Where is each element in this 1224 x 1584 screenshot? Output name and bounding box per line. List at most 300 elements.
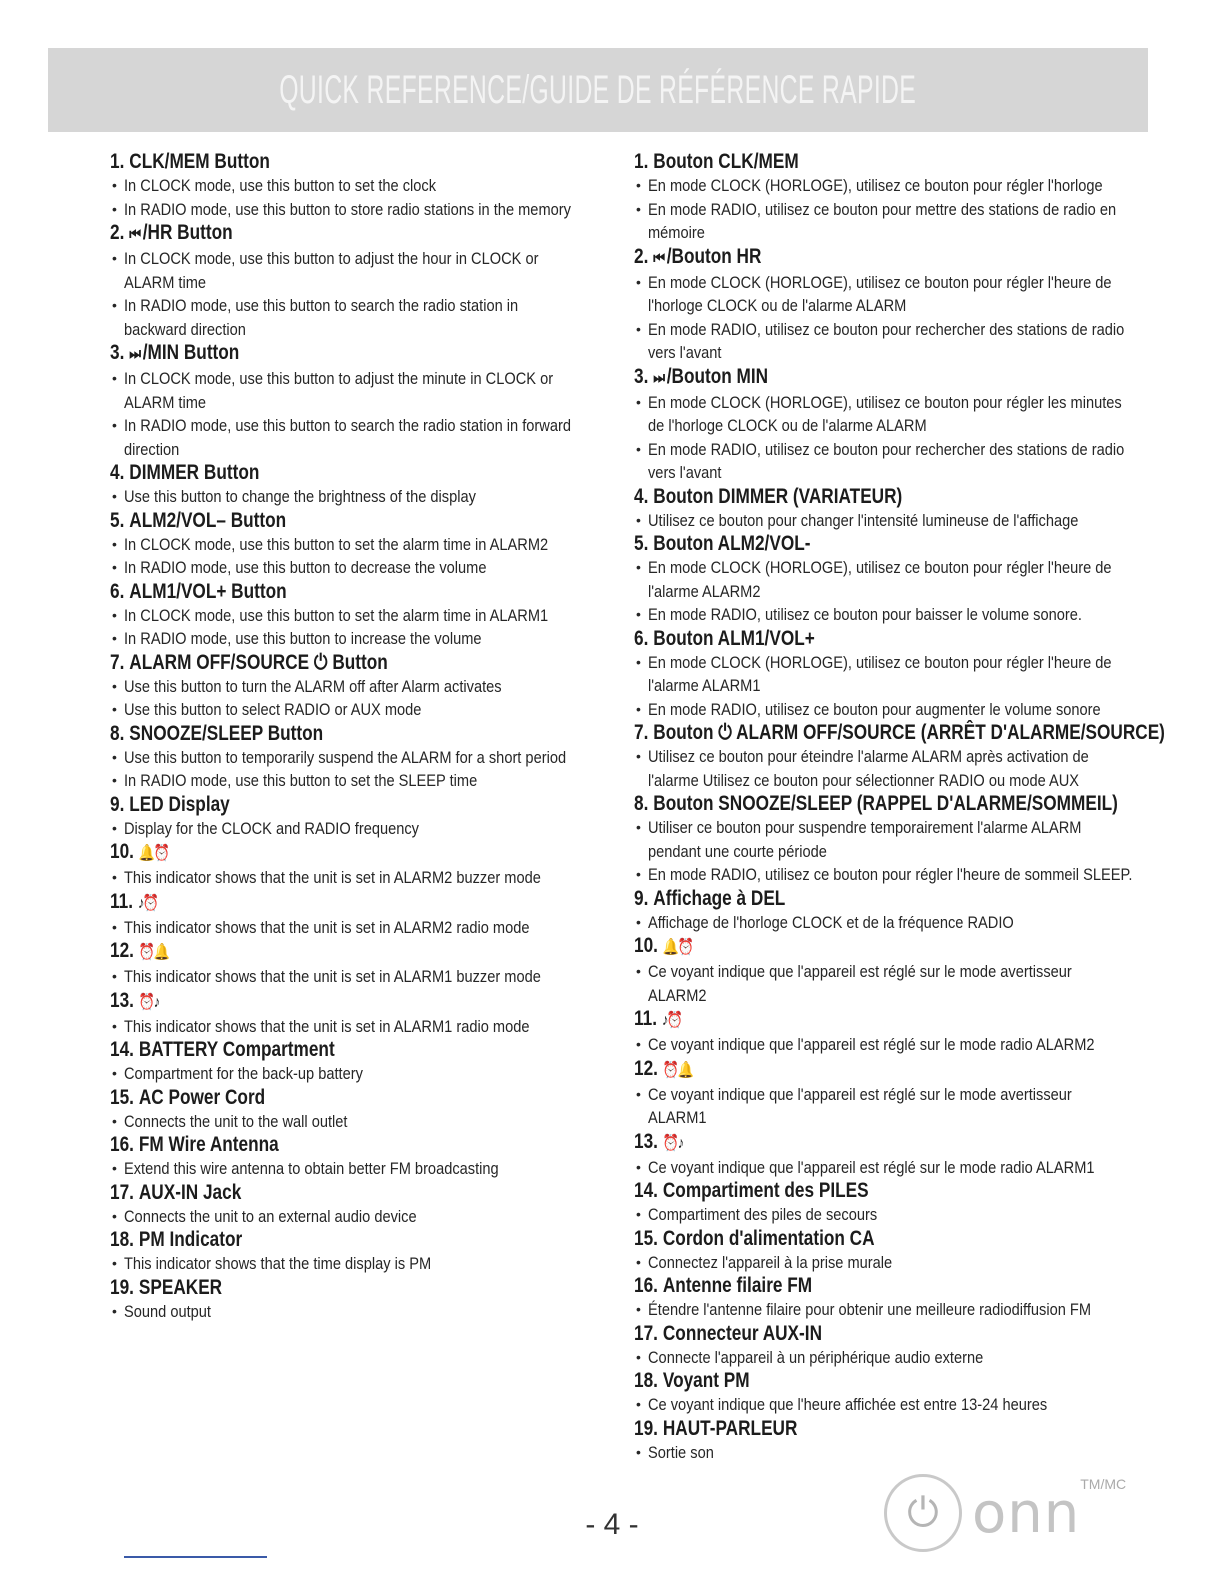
bullet-dot-icon: • xyxy=(112,869,117,885)
section-title: ALM2/VOL– Button xyxy=(129,508,287,532)
section-number: 1. xyxy=(110,150,125,173)
trademark-label: TM/MC xyxy=(1080,1476,1127,1492)
section-title: CLK/MEM Button xyxy=(129,150,270,173)
bullet-item xyxy=(634,1033,1134,1057)
bullet-item xyxy=(110,247,580,294)
bullet-dot-icon: • xyxy=(112,819,117,836)
section-title: DIMMER Button xyxy=(129,461,260,484)
indicator-icon: ⏭ xyxy=(129,346,140,363)
indicator-icon: ⏭ xyxy=(653,369,664,387)
bullet-dot-icon: • xyxy=(636,440,641,457)
bullet-item xyxy=(110,1252,580,1276)
bullet-dot-icon: • xyxy=(112,417,117,433)
section-heading xyxy=(634,1369,1044,1393)
section-19 xyxy=(634,1417,1134,1465)
section-number: 7. xyxy=(634,721,649,744)
bullet-dot-icon: • xyxy=(112,1017,117,1034)
section-15 xyxy=(110,1086,580,1134)
bullet-dot-icon: • xyxy=(636,177,641,193)
section-5 xyxy=(634,532,1134,627)
section-heading xyxy=(634,1274,1044,1298)
bullet-dot-icon: • xyxy=(636,963,641,979)
section-number: 11. xyxy=(634,1007,657,1030)
bullet-item xyxy=(634,1393,1134,1417)
bullet-item xyxy=(110,294,580,341)
english-column xyxy=(110,150,580,1323)
section-12 xyxy=(110,939,580,989)
section-heading xyxy=(634,1057,1044,1083)
section-number: 9. xyxy=(110,792,125,816)
section-heading xyxy=(110,651,495,675)
bullet-dot-icon: • xyxy=(636,653,641,670)
bullet-item xyxy=(634,603,1134,627)
section-title: ALARM OFF/SOURCE ⏻ Button xyxy=(129,650,388,674)
section-heading xyxy=(634,245,1044,271)
bullet-text: En mode RADIO, utilisez ce bouton pour rechercher des stations de radio vers l'avant xyxy=(648,439,1125,482)
scan-mark xyxy=(124,1556,267,1558)
section-title: Voyant PM xyxy=(662,1369,750,1392)
bullet-item xyxy=(634,1441,1134,1465)
bullet-dot-icon: • xyxy=(112,370,117,386)
bullet-text: En mode RADIO, utilisez ce bouton pour mettre des stations de radio en mémoire xyxy=(648,199,1117,242)
bullet-dot-icon: • xyxy=(112,677,117,694)
section-title: Bouton SNOOZE/SLEEP (RAPPEL D'ALARME/SOMMEIL) xyxy=(653,792,1118,815)
bullet-item xyxy=(110,769,580,793)
section-9 xyxy=(110,793,580,841)
bullet-text: Connecte l'appareil à un périphérique audio externe xyxy=(648,1347,984,1367)
section-title: AUX-IN Jack xyxy=(138,1180,242,1204)
bullet-dot-icon: • xyxy=(636,819,641,835)
section-heading xyxy=(110,793,495,817)
bullet-dot-icon: • xyxy=(636,1253,641,1270)
section-heading xyxy=(110,989,495,1015)
section-heading xyxy=(110,461,495,485)
bullet-item xyxy=(110,746,580,770)
section-10 xyxy=(634,934,1134,1007)
bullet-item xyxy=(634,438,1134,485)
bullet-item xyxy=(634,509,1134,533)
section-15 xyxy=(634,1227,1134,1275)
section-heading xyxy=(110,150,495,174)
section-number: 12. xyxy=(634,1056,658,1080)
section-heading xyxy=(634,721,1165,745)
bullet-item xyxy=(110,198,580,222)
section-14 xyxy=(110,1038,580,1086)
bullet-item xyxy=(110,698,580,722)
section-number: 13. xyxy=(110,988,134,1012)
bullet-item xyxy=(634,1346,1134,1370)
bullet-dot-icon: • xyxy=(636,1158,641,1175)
bullet-item xyxy=(634,1156,1134,1180)
bullet-dot-icon: • xyxy=(636,559,641,575)
section-title: Bouton ALM2/VOL- xyxy=(653,532,811,555)
indicator-icon: ⏰🔔 xyxy=(662,1061,693,1079)
bullet-item xyxy=(634,1298,1134,1322)
bullet-text: Affichage de l'horloge CLOCK et de la fréquence RADIO xyxy=(648,912,1014,932)
bullet-text: Ce voyant indique que l'appareil est réglé sur le mode radio ALARM2 xyxy=(648,1035,1095,1054)
header-banner xyxy=(48,48,1148,132)
section-heading xyxy=(110,722,495,746)
bullet-text: Connects the unit to an external audio device xyxy=(124,1206,417,1226)
section-heading xyxy=(110,1133,495,1157)
section-heading xyxy=(634,1322,1044,1346)
indicator-icon: ♪⏰ xyxy=(661,1012,682,1029)
section-number: 8. xyxy=(634,792,649,815)
bullet-item xyxy=(634,960,1134,1007)
section-heading xyxy=(634,627,1044,651)
section-heading xyxy=(110,1181,495,1205)
bullet-dot-icon: • xyxy=(636,511,641,528)
indicator-icon: 🔔⏰ xyxy=(662,939,693,956)
section-17 xyxy=(634,1322,1134,1370)
section-number: 11. xyxy=(110,889,133,913)
section-11 xyxy=(634,1007,1134,1057)
bullet-dot-icon: • xyxy=(636,200,641,217)
section-heading xyxy=(110,1228,495,1252)
section-title: AC Power Cord xyxy=(138,1085,266,1109)
bullet-item xyxy=(110,414,580,461)
bullet-text: Ce voyant indique que l'appareil est réglé sur le mode avertisseur ALARM1 xyxy=(648,1084,1072,1127)
section-title: Cordon d'alimentation CA xyxy=(662,1226,875,1250)
section-3 xyxy=(110,341,580,461)
section-heading xyxy=(634,1179,1044,1203)
section-number: 5. xyxy=(110,508,125,532)
section-heading xyxy=(634,887,1044,911)
section-5 xyxy=(110,509,580,580)
section-title: /Bouton MIN xyxy=(666,364,769,388)
bullet-text: Use this button to temporarily suspend the ALARM for a short period xyxy=(124,747,567,767)
bullet-text: En mode CLOCK (HORLOGE), utilisez ce bouton pour régler l'heure de l'alarme ALARM1 xyxy=(648,652,1112,695)
section-number: 10. xyxy=(110,840,134,863)
bullet-text: This indicator shows that the unit is set in ALARM2 buzzer mode xyxy=(124,868,541,887)
section-heading xyxy=(110,1086,495,1110)
bullet-item xyxy=(634,198,1134,245)
bullet-item xyxy=(634,1203,1134,1227)
bullet-text: This indicator shows that the time display is PM xyxy=(124,1254,432,1273)
bullet-dot-icon: • xyxy=(636,700,641,717)
bullet-dot-icon: • xyxy=(636,320,641,337)
section-1 xyxy=(110,150,580,221)
bullet-text: In CLOCK mode, use this button to adjust the minute in CLOCK or ALARM time xyxy=(124,369,554,412)
section-13 xyxy=(110,989,580,1039)
bullet-item xyxy=(110,916,580,940)
section-title: PM Indicator xyxy=(138,1228,243,1251)
section-11 xyxy=(110,890,580,940)
bullet-text: Utilisez ce bouton pour éteindre l'alarme ALARM après activation de l'alarme Utilisez ce bouton pour sélectionner RADIO ou mode AUX xyxy=(648,747,1089,790)
bullet-text: This indicator shows that the unit is set in ALARM2 radio mode xyxy=(124,917,530,937)
section-7 xyxy=(110,651,580,722)
bullet-dot-icon: • xyxy=(636,606,641,622)
bullet-item xyxy=(634,391,1134,438)
indicator-icon: 🔔⏰ xyxy=(138,845,169,862)
section-title: BATTERY Compartment xyxy=(138,1038,335,1061)
bullet-dot-icon: • xyxy=(112,701,117,717)
bullet-text: En mode CLOCK (HORLOGE), utilisez ce bouton pour régler l'heure de l'alarme ALARM2 xyxy=(648,558,1112,601)
bullet-item xyxy=(110,604,580,628)
section-number: 18. xyxy=(110,1228,134,1251)
bullet-item xyxy=(110,866,580,890)
section-number: 9. xyxy=(634,886,649,910)
section-title: ALM1/VOL+ Button xyxy=(129,579,287,603)
section-number: 4. xyxy=(110,461,125,484)
section-title: HAUT-PARLEUR xyxy=(662,1416,798,1440)
section-number: 3. xyxy=(110,341,125,364)
section-title: LED Display xyxy=(129,792,230,816)
section-16 xyxy=(110,1133,580,1181)
bullet-dot-icon: • xyxy=(112,1302,117,1319)
section-title: Bouton CLK/MEM xyxy=(653,150,799,173)
section-14 xyxy=(634,1179,1134,1227)
section-title: Bouton ⏻ ALARM OFF/SOURCE (ARRÊT D'ALARME/SOURCE) xyxy=(653,721,1165,744)
bullet-text: Use this button to select RADIO or AUX mode xyxy=(124,700,422,719)
section-heading xyxy=(634,365,1044,391)
bullet-text: Ce voyant indique que l'appareil est réglé sur le mode avertisseur ALARM2 xyxy=(648,962,1072,1005)
section-heading xyxy=(634,150,1044,174)
bullet-item xyxy=(634,271,1134,318)
bullet-text: Ce voyant indique que l'appareil est réglé sur le mode radio ALARM1 xyxy=(648,1157,1095,1177)
indicator-icon: ⏮ xyxy=(653,249,664,267)
section-18 xyxy=(110,1228,580,1276)
section-1 xyxy=(634,150,1134,245)
bullet-item xyxy=(110,174,580,198)
section-number: 7. xyxy=(110,650,125,674)
bullet-text: Utiliser ce bouton pour suspendre temporairement l'alarme ALARM pendant une courte période xyxy=(648,818,1082,861)
bullet-dot-icon: • xyxy=(112,1255,117,1271)
section-13 xyxy=(634,1130,1134,1180)
bullet-dot-icon: • xyxy=(112,1112,117,1129)
bullet-dot-icon: • xyxy=(636,1348,641,1365)
bullet-dot-icon: • xyxy=(112,200,117,217)
section-number: 17. xyxy=(634,1321,658,1345)
bullet-dot-icon: • xyxy=(112,297,117,313)
bullet-text: En mode CLOCK (HORLOGE), utilisez ce bouton pour régler l'heure de l'horloge CLOCK ou de l'alarme ALARM xyxy=(648,272,1112,315)
bullet-dot-icon: • xyxy=(636,1206,641,1222)
bullet-dot-icon: • xyxy=(636,866,641,882)
section-4 xyxy=(634,485,1134,533)
bullet-item xyxy=(110,1205,580,1229)
section-3 xyxy=(634,365,1134,485)
bullet-text: En mode RADIO, utilisez ce bouton pour régler l'heure de sommeil SLEEP. xyxy=(648,865,1133,884)
bullet-dot-icon: • xyxy=(112,559,117,575)
section-heading xyxy=(634,792,1118,816)
page-number: - 4 - xyxy=(585,1508,639,1541)
bullet-text: En mode CLOCK (HORLOGE), utilisez ce bouton pour régler les minutes de l'horloge CLOCK ou de l'alarme ALARM xyxy=(648,392,1122,435)
section-title: SPEAKER xyxy=(138,1275,223,1299)
section-heading xyxy=(110,939,495,965)
section-heading xyxy=(634,485,1044,509)
bullet-text: Display for the CLOCK and RADIO frequency xyxy=(124,818,419,838)
bullet-dot-icon: • xyxy=(112,968,117,984)
section-number: 15. xyxy=(110,1085,134,1109)
bullet-item xyxy=(634,863,1134,887)
section-number: 1. xyxy=(634,150,649,173)
section-heading xyxy=(110,1038,495,1062)
section-10 xyxy=(110,840,580,890)
bullet-text: In CLOCK mode, use this button to set the alarm time in ALARM1 xyxy=(124,605,549,625)
section-number: 10. xyxy=(634,934,658,957)
section-title: SNOOZE/SLEEP Button xyxy=(129,721,324,745)
section-2 xyxy=(634,245,1134,365)
bullet-item xyxy=(110,533,580,557)
bullet-text: This indicator shows that the unit is set in ALARM1 buzzer mode xyxy=(124,967,541,986)
section-number: 5. xyxy=(634,532,649,555)
bullet-item xyxy=(634,556,1134,603)
bullet-item xyxy=(110,1300,580,1324)
bullet-text: Use this button to change the brightness of the display xyxy=(124,487,476,506)
bullet-item xyxy=(110,1157,580,1181)
section-number: 12. xyxy=(110,939,134,962)
section-title: Antenne filaire FM xyxy=(662,1274,813,1297)
bullet-item xyxy=(634,745,1134,792)
bullet-text: Compartment for the back-up battery xyxy=(124,1064,363,1083)
section-title: Bouton ALM1/VOL+ xyxy=(653,626,815,650)
section-8 xyxy=(110,722,580,793)
bullet-item xyxy=(110,367,580,414)
section-9 xyxy=(634,887,1134,935)
section-number: 15. xyxy=(634,1226,658,1250)
bullet-item xyxy=(634,1251,1134,1275)
section-heading xyxy=(634,1007,1044,1033)
section-number: 16. xyxy=(634,1274,658,1297)
bullet-item xyxy=(110,965,580,989)
bullet-dot-icon: • xyxy=(112,772,117,788)
section-number: 3. xyxy=(634,364,649,388)
bullet-item xyxy=(110,627,580,651)
bullet-item xyxy=(634,698,1134,722)
section-2 xyxy=(110,221,580,341)
bullet-dot-icon: • xyxy=(636,1396,641,1412)
bullet-dot-icon: • xyxy=(636,1443,641,1460)
section-6 xyxy=(634,627,1134,722)
section-19 xyxy=(110,1276,580,1324)
bullet-text: En mode CLOCK (HORLOGE), utilisez ce bouton pour régler l'horloge xyxy=(648,176,1103,195)
section-number: 14. xyxy=(634,1179,658,1202)
bullet-text: Sortie son xyxy=(648,1442,714,1462)
bullet-text: Connectez l'appareil à la prise murale xyxy=(648,1252,893,1272)
bullet-dot-icon: • xyxy=(636,913,641,930)
bullet-dot-icon: • xyxy=(112,748,117,765)
section-heading xyxy=(110,221,495,247)
bullet-text: Étendre l'antenne filaire pour obtenir une meilleure radiodiffusion FM xyxy=(648,1300,1092,1319)
indicator-icon: ⏰♪ xyxy=(138,993,159,1011)
section-heading xyxy=(634,1417,1044,1441)
section-number: 19. xyxy=(634,1416,658,1440)
bullet-dot-icon: • xyxy=(112,177,117,193)
section-number: 17. xyxy=(110,1180,134,1204)
indicator-icon: ⏰♪ xyxy=(662,1134,683,1152)
bullet-item xyxy=(634,816,1134,863)
section-heading xyxy=(634,934,1044,960)
bullet-dot-icon: • xyxy=(112,1160,117,1176)
section-heading xyxy=(110,890,495,916)
section-number: 14. xyxy=(110,1038,134,1061)
section-6 xyxy=(110,580,580,651)
bullet-text: Utilisez ce bouton pour changer l'intensité lumineuse de l'affichage xyxy=(648,510,1079,530)
section-title: Bouton DIMMER (VARIATEUR) xyxy=(653,484,903,508)
bullet-text: Sound output xyxy=(124,1301,211,1321)
section-number: 13. xyxy=(634,1129,658,1153)
bullet-dot-icon: • xyxy=(112,535,117,552)
section-title: /MIN Button xyxy=(142,341,240,364)
bullet-dot-icon: • xyxy=(636,1085,641,1102)
section-number: 19. xyxy=(110,1275,134,1299)
bullet-item xyxy=(634,174,1134,198)
brand-logo xyxy=(884,1470,1134,1556)
bullet-text: In RADIO mode, use this button to set the SLEEP time xyxy=(124,771,478,790)
bullet-item xyxy=(110,1015,580,1039)
section-title: /Bouton HR xyxy=(666,244,762,268)
indicator-icon: ⏮ xyxy=(129,226,140,243)
bullet-text: In CLOCK mode, use this button to set the clock xyxy=(124,176,437,195)
section-number: 4. xyxy=(634,484,649,508)
section-number: 2. xyxy=(110,221,125,244)
section-title: /HR Button xyxy=(142,221,233,244)
bullet-dot-icon: • xyxy=(636,393,641,410)
section-16 xyxy=(634,1274,1134,1322)
bullet-item xyxy=(634,1083,1134,1130)
french-column xyxy=(634,150,1165,1464)
bullet-dot-icon: • xyxy=(112,1065,117,1081)
section-title: Compartiment des PILES xyxy=(662,1179,869,1202)
section-8 xyxy=(634,792,1134,887)
bullet-text: Compartiment des piles de secours xyxy=(648,1205,878,1224)
bullet-text: In RADIO mode, use this button to increase the volume xyxy=(124,629,482,648)
section-18 xyxy=(634,1369,1134,1417)
bullet-item xyxy=(110,675,580,699)
bullet-text: In RADIO mode, use this button to store radio stations in the memory xyxy=(124,199,571,219)
bullet-text: Use this button to turn the ALARM off after Alarm activates xyxy=(124,676,502,696)
bullet-item xyxy=(110,1062,580,1086)
section-number: 6. xyxy=(110,579,125,603)
brand-wordmark: onn xyxy=(972,1480,1081,1546)
section-number: 6. xyxy=(634,626,649,650)
bullet-dot-icon: • xyxy=(112,918,117,935)
bullet-dot-icon: • xyxy=(636,748,641,764)
section-number: 8. xyxy=(110,721,125,745)
section-title: Affichage à DEL xyxy=(653,886,786,910)
power-logo-icon: ⏻ xyxy=(884,1474,962,1552)
bullet-dot-icon: • xyxy=(636,273,641,290)
bullet-item xyxy=(110,556,580,580)
section-number: 18. xyxy=(634,1369,658,1392)
bullet-item xyxy=(634,651,1134,698)
bullet-dot-icon: • xyxy=(112,606,117,623)
section-7 xyxy=(634,721,1165,792)
indicator-icon: ♪⏰ xyxy=(137,894,158,912)
section-heading xyxy=(634,1130,1044,1156)
section-title: Connecteur AUX-IN xyxy=(662,1321,823,1345)
section-heading xyxy=(110,1276,495,1300)
indicator-icon: ⏰🔔 xyxy=(138,944,169,961)
bullet-text: En mode RADIO, utilisez ce bouton pour rechercher des stations de radio vers l'avant xyxy=(648,319,1125,362)
bullet-dot-icon: • xyxy=(112,250,117,266)
bullet-item xyxy=(634,318,1134,365)
bullet-item xyxy=(634,911,1134,935)
section-17 xyxy=(110,1181,580,1229)
section-heading xyxy=(634,1227,1044,1251)
section-number: 2. xyxy=(634,244,649,268)
section-heading xyxy=(110,840,495,866)
section-number: 16. xyxy=(110,1133,134,1156)
bullet-text: In RADIO mode, use this button to search the radio station in backward direction xyxy=(124,296,519,339)
bullet-item xyxy=(110,817,580,841)
section-12 xyxy=(634,1057,1134,1130)
bullet-text: Extend this wire antenna to obtain better FM broadcasting xyxy=(124,1159,499,1178)
section-heading xyxy=(110,341,495,367)
section-heading xyxy=(110,580,495,604)
bullet-text: In CLOCK mode, use this button to set the alarm time in ALARM2 xyxy=(124,534,549,554)
bullet-text: In RADIO mode, use this button to search the radio station in forward direction xyxy=(124,416,571,459)
